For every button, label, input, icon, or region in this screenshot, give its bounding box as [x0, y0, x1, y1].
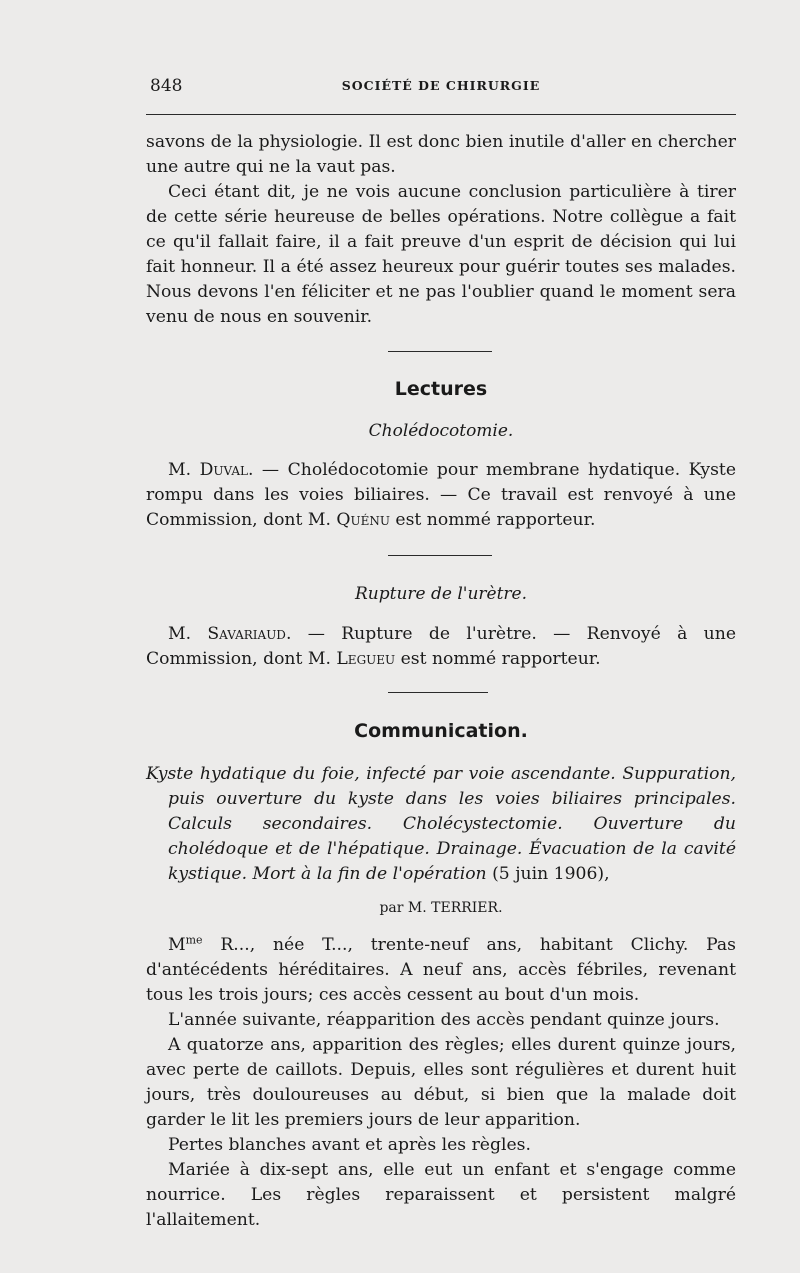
section-divider	[388, 555, 492, 556]
section-title-lectures: Lectures	[394, 378, 488, 400]
paragraph: savons de la physiologie. Il est donc bien inutile d'aller en chercher une autre qui ne la vaut pas.	[146, 132, 736, 177]
paragraph: Mariée à dix-sept ans, elle eut un enfant et s'engage comme nourrice. Les règles reparaissent et persistent malgré l'allaitement.	[146, 1160, 736, 1230]
section-divider	[388, 351, 492, 352]
page-header	[146, 76, 736, 102]
lecture-entry	[146, 458, 736, 533]
communication-body	[146, 933, 736, 1233]
paragraph: Ceci étant dit, je ne vois aucune conclusion particulière à tirer de cette série heureuse de belles opérations. Notre collègue a fait ce qu'il fallait faire, il a fait preuve d'un esprit de décision qui lui fait honneur. Il a été assez heureux pour guérir toutes ses malades. Nous devons l'en féliciter et ne pas l'oublier quand le moment sera venu de nous en souvenir.	[146, 182, 736, 327]
paragraph: A quatorze ans, apparition des règles; elles durent quinze jours, avec perte de caillots. Depuis, elles sont régulières et durent huit jours, très douloureuses au début, si bien que la malade doit garder le lit les premiers jours de leur apparition.	[146, 1035, 736, 1130]
author-name: Duval	[199, 460, 248, 480]
header-rule	[146, 114, 736, 115]
page-number: 848	[150, 76, 183, 96]
running-title: SOCIÉTÉ DE CHIRURGIE	[341, 78, 541, 93]
intro-text	[146, 130, 736, 330]
paragraph: L'année suivante, réapparition des accès pendant quinze jours.	[168, 1010, 720, 1030]
communication-heading	[146, 762, 736, 887]
rapporteur-name: Quénu	[336, 510, 390, 530]
communication-heading-text: Kyste hydatique du foie, infecté par voie ascendante. Suppuration, puis ouverture du kyste dans les voies biliaires principales. Calculs secondaires. Cholécystectomie. Ouverture du cholédoque et de l'hépatique. Drainage. Évacuation de la cavité kystique. Mort à la fin de l'opération	[146, 764, 736, 884]
section-title-communication: Communication.	[354, 720, 528, 742]
section-divider	[388, 692, 488, 693]
paragraph: M. Duval. — Cholédocotomie pour membrane hydatique. Kyste rompu dans les voies biliaires. — Ce travail est renvoyé à une Commission, dont M. Quénu est nommé rapporteur.	[146, 460, 737, 530]
lecture-subtitle: Rupture de l'urètre.	[354, 584, 528, 604]
rapporteur-name: Legueu	[336, 649, 396, 669]
author-name: Savariaud	[207, 624, 286, 644]
paragraph: Pertes blanches avant et après les règles.	[168, 1135, 531, 1155]
lecture-subtitle: Cholédocotomie.	[368, 421, 514, 441]
communication-date: (5 juin 1906),	[486, 864, 610, 884]
byline: par M. TERRIER.	[379, 900, 503, 916]
lecture-entry	[146, 622, 736, 672]
paragraph: M. Savariaud. — Rupture de l'urètre. — Renvoyé à une Commission, dont M. Legueu est nommé rapporteur.	[146, 624, 736, 669]
paragraph: $M^{me}$ R..., née T..., trente-neuf ans, habitant Clichy. Pas d'antécédents héréditaires. A neuf ans, accès fébriles, revenant tous les trois jours; ces accès cessent au bout d'un mois.	[146, 933, 736, 1005]
